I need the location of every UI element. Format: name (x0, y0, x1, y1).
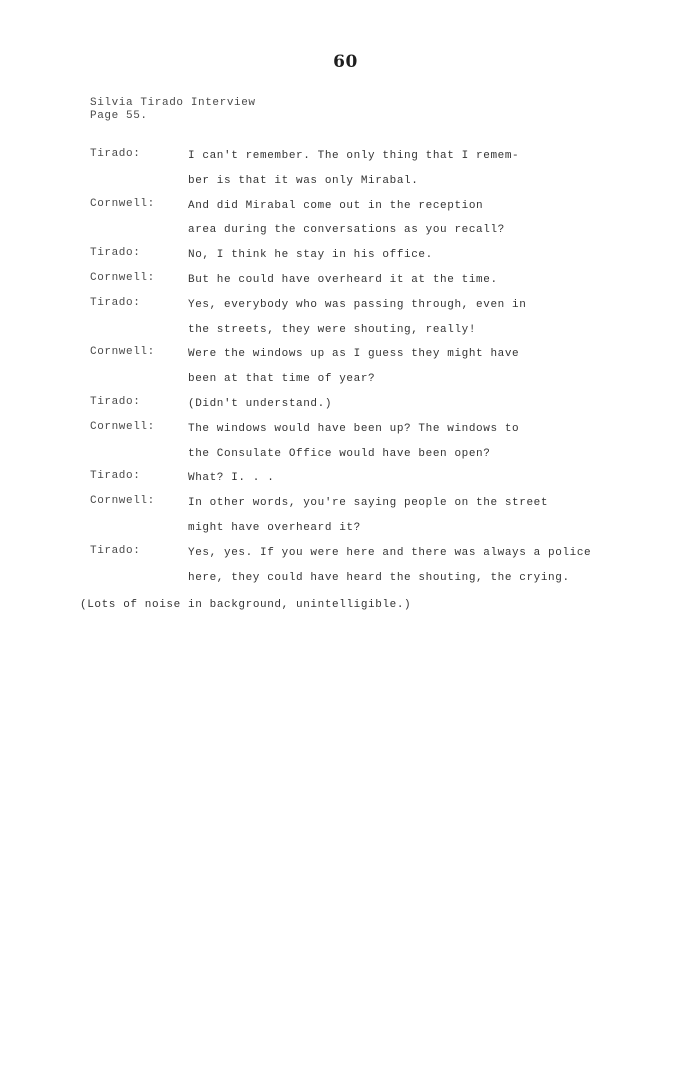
transcript-entry (90, 272, 650, 297)
dialogue-line: Were the windows up as I guess they might have (188, 348, 520, 361)
page-label: Page 55. (90, 110, 148, 122)
document-header (90, 97, 256, 123)
speaker-label: Cornwell: (90, 271, 155, 284)
transcript-entry (90, 470, 650, 495)
transcript-entry (90, 148, 650, 198)
dialogue-line: But he could have overheard it at the time. (188, 273, 498, 286)
dialogue-line: I can't remember. The only thing that I remem- (188, 150, 520, 162)
speaker-label: Cornwell: (90, 197, 155, 210)
interview-title: Silvia Tirado Interview (90, 97, 256, 109)
dialogue-line: The windows would have been up? The windows to (188, 422, 520, 435)
dialogue-line: In other words, you're saying people on the street (188, 497, 549, 510)
dialogue-line: No, I think he stay in his office. (188, 249, 433, 262)
closing-note: (Lots of noise in background, unintelligible.) (80, 599, 412, 611)
dialogue-line: area during the conversations as you recall? (188, 224, 505, 237)
speaker-label: Cornwell: (90, 346, 155, 359)
transcript-entry (90, 297, 650, 347)
transcript-entry (90, 247, 650, 272)
speaker-label: Tirado: (90, 247, 141, 260)
transcript (90, 148, 650, 594)
dialogue-line: the streets, they were shouting, really! (188, 323, 477, 336)
transcript-entry (90, 545, 650, 595)
speaker-label: Tirado: (90, 296, 141, 309)
speaker-label: Cornwell: (90, 420, 155, 433)
transcript-entry (90, 396, 650, 421)
transcript-entry (90, 346, 650, 396)
dialogue-line: been at that time of year? (188, 373, 376, 386)
dialogue-line: the Consulate Office would have been open? (188, 447, 491, 460)
page-number: 60 (333, 52, 358, 72)
transcript-entry (90, 495, 650, 545)
speaker-label: Tirado: (90, 395, 141, 408)
speaker-label: Cornwell: (90, 495, 155, 508)
dialogue-line: (Didn't understand.) (188, 397, 333, 410)
transcript-entry (90, 198, 650, 248)
dialogue-line: And did Mirabal come out in the reception (188, 199, 484, 212)
dialogue-line: What? I. . . (188, 472, 275, 485)
speaker-label: Tirado: (90, 148, 141, 160)
dialogue-line: might have overheard it? (188, 521, 361, 534)
transcript-entry (90, 421, 650, 471)
dialogue-line: Yes, yes. If you were here and there was always a police (188, 546, 592, 559)
speaker-label: Tirado: (90, 470, 141, 483)
dialogue-line: Yes, everybody who was passing through, even in (188, 298, 527, 311)
dialogue-line: here, they could have heard the shouting, the crying. (188, 571, 570, 584)
dialogue-line: ber is that it was only Mirabal. (188, 174, 419, 187)
speaker-label: Tirado: (90, 544, 141, 557)
